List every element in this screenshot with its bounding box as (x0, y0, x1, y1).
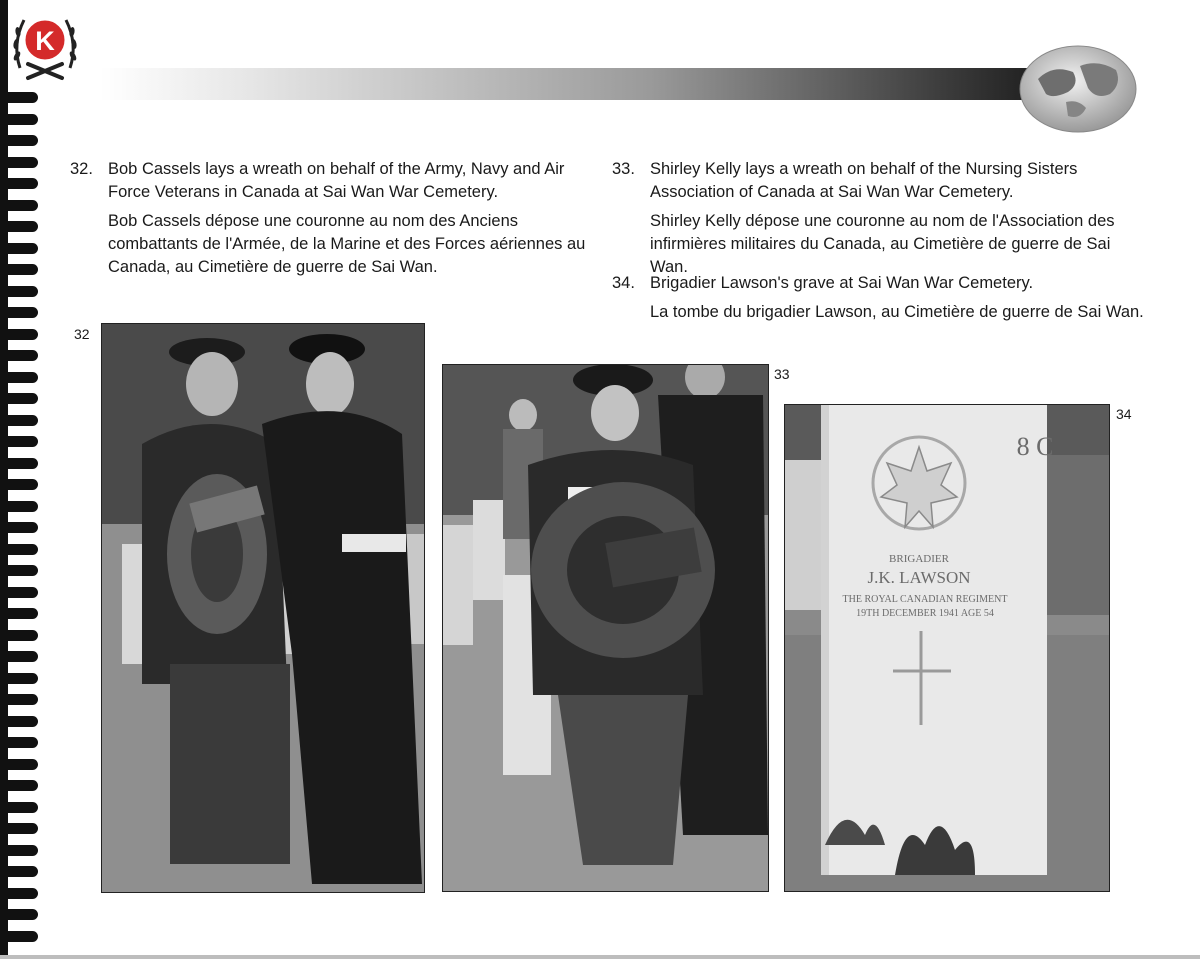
binding-ring (8, 630, 38, 641)
photo-label-34: 34 (1116, 406, 1132, 422)
binding-ring (8, 673, 38, 684)
binding-ring (8, 780, 38, 791)
binding-ring (8, 845, 38, 856)
header-gradient-bar (100, 68, 1100, 100)
binding-ring (8, 178, 38, 189)
binding-ring (8, 565, 38, 576)
caption-33 (612, 158, 1142, 285)
binding-ring (8, 737, 38, 748)
binding-ring (8, 415, 38, 426)
caption-number: 32. (70, 160, 93, 178)
caption-french: Bob Cassels dépose une couronne au nom des Anciens combattants de l'Armée, de la Marine et des Forces aériennes au Canada, au Cimetière de guerre de Sai Wan. (108, 212, 586, 276)
svg-text:THE ROYAL CANADIAN REGIMENT: THE ROYAL CANADIAN REGIMENT (842, 594, 1008, 605)
binding-ring (8, 114, 38, 125)
binding-ring (8, 350, 38, 361)
spiral-binding (0, 0, 40, 959)
binding-ring (8, 802, 38, 813)
photo-34 (784, 404, 1110, 892)
binding-ring (8, 522, 38, 533)
caption-32 (70, 158, 590, 285)
binding-ring (8, 608, 38, 619)
photo-32 (101, 323, 425, 893)
caption-english: Bob Cassels lays a wreath on behalf of the Army, Navy and Air Force Veterans in Canada at Sai Wan War Cemetery. (108, 160, 565, 201)
svg-text:J.K. LAWSON: J.K. LAWSON (867, 568, 971, 587)
binding-ring (8, 651, 38, 662)
binding-ring (8, 888, 38, 899)
binding-ring (8, 544, 38, 555)
globe-icon (1018, 44, 1138, 134)
photo-label-32: 32 (74, 326, 90, 342)
binding-ring (8, 716, 38, 727)
binding-ring (8, 587, 38, 598)
caption-french: Shirley Kelly dépose une couronne au nom de l'Association des infirmières militaires du Canada, au Cimetière de guerre de Sai Wan. (650, 212, 1115, 276)
binding-ring (8, 243, 38, 254)
binding-ring (8, 286, 38, 297)
wreath-logo-icon (10, 6, 80, 84)
binding-ring (8, 759, 38, 770)
binding-ring (8, 931, 38, 942)
caption-french: La tombe du brigadier Lawson, au Cimetière de guerre de Sai Wan. (650, 303, 1144, 321)
caption-number: 33. (612, 160, 635, 178)
binding-ring (8, 501, 38, 512)
binding-ring (8, 393, 38, 404)
binding-ring (8, 823, 38, 834)
binding-ring (8, 458, 38, 469)
photo-33 (442, 364, 769, 892)
caption-number: 34. (612, 274, 635, 292)
binding-ring (8, 866, 38, 877)
binding-ring (8, 479, 38, 490)
binding-ring (8, 92, 38, 103)
photo-label-33: 33 (774, 366, 790, 382)
binding-ring (8, 157, 38, 168)
binding-ring (8, 909, 38, 920)
caption-english: Shirley Kelly lays a wreath on behalf of the Nursing Sisters Association of Canada at Sai Wan War Cemetery. (650, 160, 1078, 201)
binding-ring (8, 436, 38, 447)
caption-english: Brigadier Lawson's grave at Sai Wan War Cemetery. (650, 274, 1034, 292)
binding-ring (8, 264, 38, 275)
binding-ring (8, 372, 38, 383)
binding-ring (8, 221, 38, 232)
caption-34 (612, 272, 1172, 330)
svg-text:8 C: 8 C (1016, 432, 1054, 461)
binding-ring (8, 135, 38, 146)
binding-ring (8, 307, 38, 318)
binding-ring (8, 329, 38, 340)
page-bottom-edge (0, 955, 1200, 959)
svg-text:K: K (35, 26, 55, 56)
svg-text:BRIGADIER: BRIGADIER (889, 553, 949, 565)
binding-ring (8, 694, 38, 705)
binding-ring (8, 200, 38, 211)
svg-text:19TH DECEMBER 1941 AGE 54: 19TH DECEMBER 1941 AGE 54 (856, 608, 994, 619)
